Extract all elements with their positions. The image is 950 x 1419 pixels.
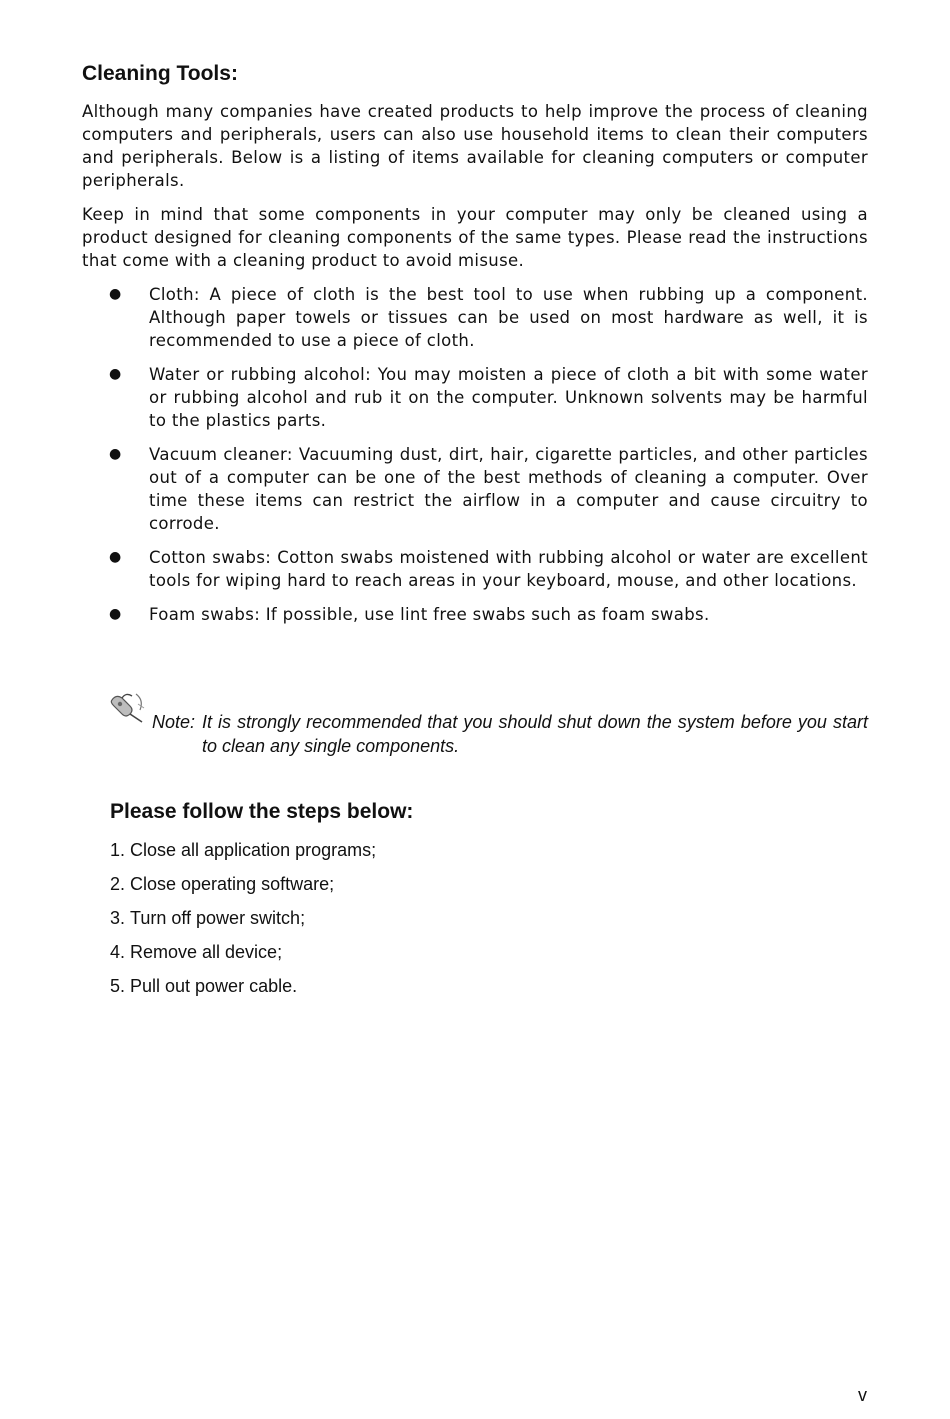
list-item-text: Cloth: A piece of cloth is the best tool to use when rubbing up a component. Although paper towels or tissues can be used on most hardware as well, it is recommended to use a piece of cloth.	[149, 285, 868, 350]
note-callout	[108, 690, 868, 760]
list-item	[82, 283, 868, 352]
note-label: Note:	[152, 712, 196, 732]
bullet-icon: ●	[109, 549, 122, 565]
step-number: 5.	[110, 976, 126, 996]
list-item	[82, 546, 868, 592]
step-text: Close all application programs;	[130, 840, 377, 860]
step-item	[110, 974, 376, 1008]
bullet-icon: ●	[109, 366, 122, 382]
intro-paragraph: Although many companies have created products to help improve the process of cleaning computers and peripherals, users can also use household items to clean their computers and peripherals. Below is a listing of items available for cleaning computers or computer peripherals.	[82, 102, 868, 190]
list-item-text: Foam swabs: If possible, use lint free swabs such as foam swabs.	[149, 605, 710, 624]
steps-list	[110, 838, 376, 1008]
step-number: 3.	[110, 908, 126, 928]
step-number: 4.	[110, 942, 126, 962]
step-item	[110, 838, 376, 872]
list-item-text: Vacuum cleaner: Vacuuming dust, dirt, hair, cigarette particles, and other particles out of a computer can be one of the best methods of cleaning a computer. Over time these items can restrict the airflow in a computer and cause circuitry to corrode.	[149, 445, 868, 533]
cleaning-tools-list	[82, 283, 868, 637]
pushpin-icon	[108, 690, 148, 726]
step-number: 1.	[110, 840, 126, 860]
step-text: Turn off power switch;	[130, 908, 306, 928]
list-item-text: Water or rubbing alcohol: You may moisten a piece of cloth a bit with some water or rubbing alcohol and rub it on the computer. Unknown solvents may be harmful to the plastics parts.	[149, 365, 868, 430]
steps-title: Please follow the steps below:	[110, 800, 414, 823]
step-item	[110, 872, 376, 906]
bullet-icon: ●	[109, 286, 122, 302]
list-item	[82, 363, 868, 432]
page-number: v	[858, 1385, 867, 1405]
step-item	[110, 906, 376, 940]
note-text: It is strongly recommended that you should shut down the system before you start to clean any single components.	[202, 712, 868, 756]
section-title: Cleaning Tools:	[82, 62, 238, 85]
list-item	[82, 603, 868, 626]
list-item	[82, 443, 868, 535]
list-item-text: Cotton swabs: Cotton swabs moistened with rubbing alcohol or water are excellent tools for wiping hard to reach areas in your keyboard, mouse, and other locations.	[149, 548, 868, 590]
step-text: Pull out power cable.	[130, 976, 298, 996]
step-number: 2.	[110, 874, 126, 894]
bullet-icon: ●	[109, 606, 122, 622]
caution-paragraph: Keep in mind that some components in your computer may only be cleaned using a product designed for cleaning components of the same types. Please read the instructions that come with a cleaning product to avoid misuse.	[82, 205, 868, 270]
step-item	[110, 940, 376, 974]
step-text: Remove all device;	[130, 942, 283, 962]
step-text: Close operating software;	[130, 874, 335, 894]
bullet-icon: ●	[109, 446, 122, 462]
